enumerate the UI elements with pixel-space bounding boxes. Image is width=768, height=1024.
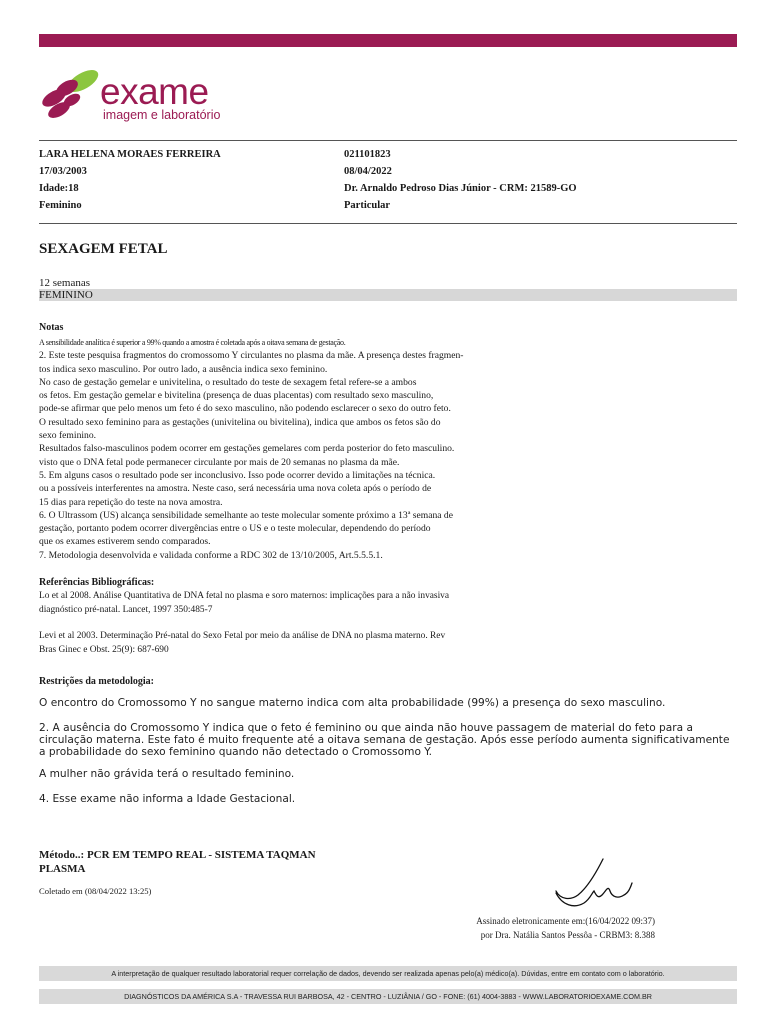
gestational-weeks: 12 semanas (39, 277, 91, 289)
collected-date: Coletado em (08/04/2022 13:25) (39, 886, 152, 896)
footer-address: DIAGNÓSTICOS DA AMÉRICA S.A - TRAVESSA RUI BARBOSA, 42 - CENTRO - LUZIÂNIA / GO - FONE: (61) 4004-3883 - WWW.LABORATORIOEXAME.COM.BR (39, 989, 737, 1004)
brand-subtitle: imagem e laboratório (103, 108, 221, 122)
signature-image (548, 855, 643, 915)
reference-item: Lo et al 2008. Análise Quantitativa de DNA fetal no plasma e soro maternos: implicações para a não invasiva diagnóstico pré-natal. Lancet, 1997 350:485-7 (39, 591, 450, 615)
note-item: 5. Em alguns casos o resultado pode ser inconclusivo. Isso pode ocorrer devido a limitações na técnica. ou a possíveis interferentes na amostra. Neste caso, será necessária uma nova coleta após o período de 15 dias para repetição do teste na nova amostra. (39, 469, 436, 508)
signature-timestamp: Assinado eletronicamente em:(16/04/2022 09:37) (476, 916, 655, 926)
references-title: Referências Bibliográficas: (39, 577, 155, 588)
method-block (39, 848, 316, 876)
method-line: Método..: PCR EM TEMPO REAL - SISTEMA TAQMAN (39, 849, 316, 861)
brand-name: exame (100, 71, 209, 112)
note-item: No caso de gestação gemelar e univitelina, o resultado do teste de sexagem fetal refere-se a ambos os fetos. Em gestação gemelar e bivitelina (presença de duas placentas) com resultado sexo masculino, pode-se afirmar que pelo menos um feto é do sexo masculino, não podendo esclarecer o sexo do outro feto. O resultado sexo feminino para as gestações (univitelina ou bivitelina), indica que ambos os fetos são do sexo feminino. (39, 376, 451, 442)
note-item: 6. O Ultrassom (US) alcança sensibilidade semelhante ao teste molecular somente próximo a 13ª semana de gestação, portanto podem ocorrer divergências entre o US e o teste molecular, dependendo do período que os exames estiverem sendo comparados. (39, 509, 453, 548)
restriction-item: O encontro do Cromossomo Y no sangue materno indica com alta probabilidade (99%) a presença do sexo masculino. (39, 697, 666, 709)
notes-list (39, 336, 509, 562)
exam-doctor: Dr. Arnaldo Pedroso Dias Júnior - CRM: 21589-GO (344, 183, 577, 194)
patient-birth-date: 17/03/2003 (39, 166, 87, 177)
restriction-item: 2. A ausência do Cromossomo Y indica que o feto é feminino ou que ainda não houve passagem de material do feto para a circulação materna. Este fato é muito frequente até a oitava semana de gestação. Após esse período aumenta significativamente a probabilidade do sexo feminino quando não detectado o Cromossomo Y. (39, 722, 730, 758)
note-item: 2. Este teste pesquisa fragmentos do cromossomo Y circulantes no plasma da mãe. A presença destes fragmen- tos indica sexo masculino. Por outro lado, a ausência indica sexo feminino. (39, 350, 464, 375)
exam-date: 08/04/2022 (344, 166, 392, 177)
patient-name: LARA HELENA MORAES FERREIRA (39, 149, 221, 160)
exam-payer: Particular (344, 200, 391, 211)
restrictions-title: Restrições da metodologia: (39, 676, 154, 687)
patient-sex: Feminino (39, 200, 82, 211)
divider (39, 223, 737, 224)
method-sample: PLASMA (39, 863, 86, 875)
header-accent-bar (39, 34, 737, 47)
note-item: Resultados falso-masculinos podem ocorrer em gestações gemelares com perda posterior do feto masculino. visto que o DNA fetal pode permanecer circulante por mais de 20 semanas no plasma da mãe. (39, 443, 455, 468)
note-item: 7. Metodologia desenvolvida e validada conforme a RDC 302 de 13/10/2005, Art.5.5.5.1. (39, 549, 383, 561)
patient-age: Idade:18 (39, 183, 79, 194)
notes-title: Notas (39, 322, 64, 333)
footer-disclaimer: A interpretação de qualquer resultado laboratorial requer correlação de dados, devendo ser realizada apenas pelo(a) médico(a). Dúvidas, entre em contato com o laboratório. (39, 966, 737, 981)
result-highlight-bar (39, 289, 737, 301)
restriction-item: 4. Esse exame não informa a Idade Gestacional. (39, 793, 296, 805)
reference-item: Levi et al 2003. Determinação Pré-natal do Sexo Fetal por meio da análise de DNA no plasma materno. Rev Bras Ginec e Obst. 25(9): 687-690 (39, 631, 446, 655)
signature-signer: por Dra. Natália Santos Pessôa - CRBM3: 8.388 (480, 930, 655, 940)
note-item: A sensibilidade analítica é superior a 99% quando a amostra é coletada após a oitava semana de gestação. (39, 338, 346, 347)
exam-protocol: 021101823 (344, 149, 391, 160)
exam-title: SEXAGEM FETAL (39, 241, 168, 257)
result-value: FEMININO (39, 289, 93, 301)
divider (39, 140, 737, 141)
restriction-item: A mulher não grávida terá o resultado feminino. (39, 768, 295, 780)
